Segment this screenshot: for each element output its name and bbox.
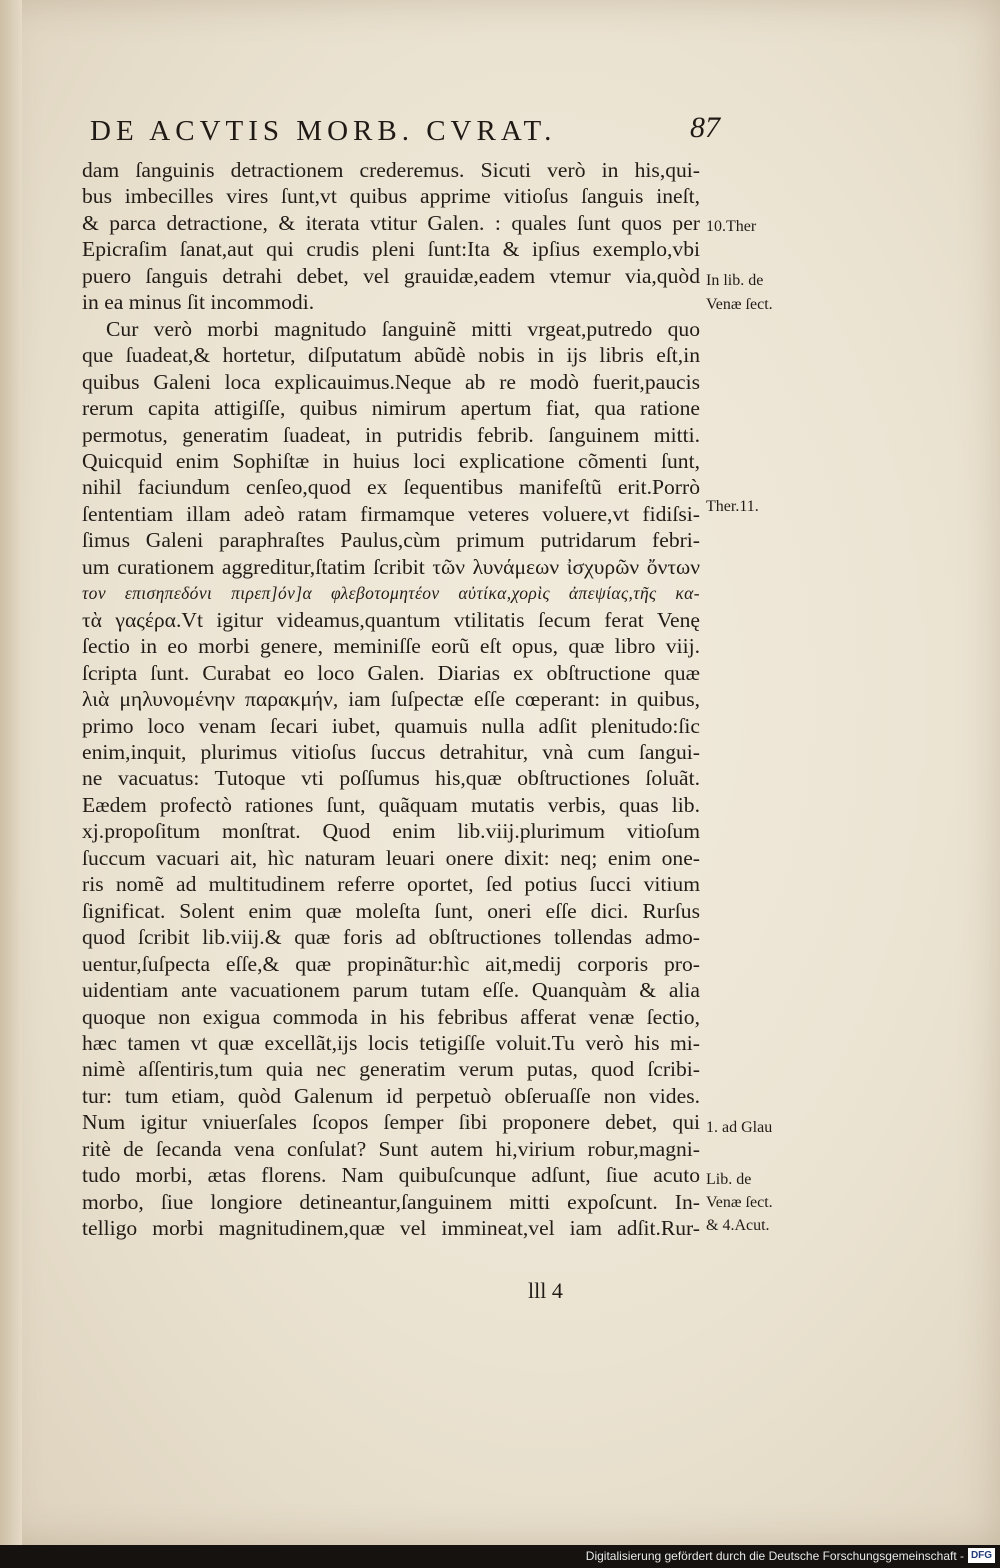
text-line: quoque non exigua commoda in his febribus afferat venæ ſectio, bbox=[82, 1004, 700, 1029]
text-line: xj.propoſitum monſtrat. Quod enim lib.viij.plurimum vitioſum bbox=[82, 819, 700, 844]
text-line: uentur,ſuſpecta eſſe,& quæ propinãtur:hìc ait,medij corporis pro- bbox=[82, 951, 700, 976]
text-line: λιὰ μηλυνομένην παρακμήν, iam ſuſpectæ eſſe cœperant: in quibus, bbox=[82, 687, 700, 712]
margin-note-lib-de: Lib. de bbox=[706, 1171, 752, 1188]
text-line: nihil faciundum cenſeo,quod ex ſequentibus manifeſtũ erit.Porrò bbox=[82, 475, 700, 500]
text-line: in ea minus ſit incommodi. bbox=[82, 290, 315, 315]
dfg-logo-icon: DFG bbox=[968, 1548, 995, 1563]
text-line: tudo morbi, ætas florens. Nam quibuſcunque adſunt, ſiue acuto bbox=[82, 1163, 700, 1188]
text-line: rerum capita attigiſſe, quibus nimirum apertum fiat, qua ratione bbox=[82, 396, 700, 421]
text-line: ſuccum vacuari ait, hìc naturam leuari onere dixit: neq; enim one- bbox=[82, 845, 700, 870]
text-line: & parca detractione, & iterata vtitur Galen. : quales ſunt quos per bbox=[82, 210, 700, 235]
text-line: ris nomẽ ad multitudinem referre oportet, ſed potius ſucci vitium bbox=[82, 872, 700, 897]
text-line: ſimus Galeni paraphraſtes Paulus,cùm primum putridarum febri- bbox=[82, 528, 700, 553]
text-line: τὰ γαςέρα.Vt igitur videamus,quantum vtilitatis ſecum ferat Venę bbox=[82, 607, 700, 632]
page-number: 87 bbox=[690, 111, 720, 144]
text-line: dam ſanguinis detractionem crederemus. Sicuti verò in his,qui- bbox=[82, 158, 700, 182]
margin-note-4-acut: & 4.Acut. bbox=[706, 1217, 770, 1234]
text-line: Epicraſim ſanat,aut qui crudis pleni ſunt:Ita & ipſius exemplo,vbi bbox=[82, 237, 700, 262]
running-title: DE ACVTIS MORB. CVRAT. bbox=[90, 115, 557, 147]
text-line: Cur verò morbi magnitudo ſanguinẽ mitti vrgeat,putredo quo bbox=[106, 316, 700, 341]
funding-credit: Digitalisierung gefördert durch die Deutsche Forschungsgemeinschaft - bbox=[585, 1549, 964, 1563]
text-line: puero ſanguis detrahi debet, vel grauidæ,eadem vtemur via,quòd bbox=[82, 263, 700, 288]
text-line: permotus, generatim ſuadeat, in putridis febrib. ſanguinem mitti. bbox=[82, 422, 700, 447]
text-line: ſcripta ſunt. Curabat eo loco Galen. Diarias ex obſtructione quæ bbox=[82, 660, 700, 685]
body-text bbox=[82, 157, 700, 1242]
text-line: primo loco venam ſecari iubet, quamuis nulla adſit plenitudo:ſic bbox=[82, 713, 700, 738]
text-line: que ſuadeat,& hortetur, diſputatum abũdè nobis in ijs libris eſt,in bbox=[82, 343, 700, 368]
text-line: uidentiam ante vacuationem parum tutam eſſe. Quanquàm & alia bbox=[82, 978, 700, 1003]
text-line: Eædem profectò rationes ſunt, quãquam mutatis verbis, quas lib. bbox=[82, 792, 700, 817]
text-line: Num igitur vniuerſales ſcopos ſemper ſibi proponere debet, qui bbox=[82, 1110, 700, 1135]
margin-note-venae-sect: Venæ ſect. bbox=[706, 1194, 773, 1211]
text-line: telligo morbi magnitudinem,quæ vel immineat,vel iam adſit.Rur- bbox=[82, 1216, 700, 1241]
text-line: Quicquid enim Sophiſtæ in huius loci explicatione cõmenti ſunt, bbox=[82, 448, 700, 473]
text-line: ſignificat. Solent enim quæ moleſta ſunt, oneri eſſe dici. Rurſus bbox=[82, 898, 700, 923]
text-line: tur: tum etiam, quòd Galenum id perpetuò obſeruaſſe non vides. bbox=[82, 1083, 700, 1108]
text-line: ſententiam illam adeò ratam firmamque veteres voluere,vt fidiſsi- bbox=[82, 501, 700, 526]
text-line: ritè de ſecanda vena conſulat? Sunt autem hi,virium robur,magni- bbox=[82, 1136, 700, 1161]
margin-note-venae-sect: Venæ ſect. bbox=[706, 296, 773, 313]
text-line: bus imbecilles vires ſunt,vt quibus apprime vitioſus ſanguis ineſt, bbox=[82, 184, 700, 209]
running-header bbox=[90, 111, 720, 155]
margin-note-ther-11: Ther.11. bbox=[706, 498, 759, 515]
text-line: nimè aſſentiris,tum quia nec generatim verum putas, quod ſcribi- bbox=[82, 1057, 700, 1082]
text-line: ne vacuatus: Tutoque vti poſſumus his,quæ obſtructiones ſoluãt. bbox=[82, 766, 700, 791]
signature-mark: lll 4 bbox=[528, 1278, 563, 1303]
margin-note-in-lib-de: In lib. de bbox=[706, 272, 764, 289]
text-line: quibus Galeni loca explicauimus.Neque ab re modò fuerit,paucis bbox=[82, 369, 700, 394]
margin-note-10-ther: 10.Ther bbox=[706, 218, 757, 235]
text-line-greek: τον επισηπεδόνι πιρεπ]όν]α φλεβοτομητέον αὐτίκα,χορὶς ἀπεψίας,τῆς κα- bbox=[82, 583, 700, 604]
text-line: morbo, ſiue longiore detineantur,ſanguinem mitti expoſcunt. In- bbox=[82, 1189, 700, 1214]
text-line: ſectio in eo morbi genere, meminiſſe eorũ eſt opus, quæ libro viij. bbox=[82, 634, 700, 659]
digitization-footer bbox=[0, 1545, 1000, 1568]
text-line: um curationem aggreditur,ſtatim ſcribit τῶν λυνάμεων ἰσχυρῶν ὄντων bbox=[82, 554, 700, 579]
page-gutter bbox=[0, 0, 22, 1545]
text-line: hæc tamen vt quæ excellãt,ijs locis tetigiſſe voluit.Tu verò his mi- bbox=[82, 1030, 700, 1055]
text-line: quod ſcribit lib.viij.& quæ foris ad obſtructiones tollendas admo- bbox=[82, 925, 700, 950]
margin-note-ad-glau: 1. ad Glau bbox=[706, 1119, 773, 1136]
text-line: enim,inquit, plurimus vitioſus ſuccus detrahitur, vnà cum ſangui- bbox=[82, 739, 700, 764]
